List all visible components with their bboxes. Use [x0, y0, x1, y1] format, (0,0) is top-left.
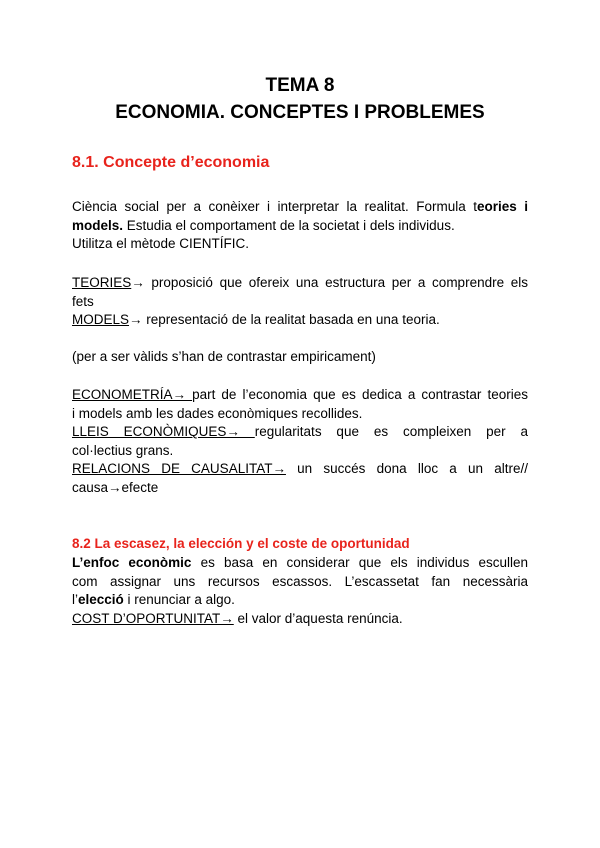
enfoc-text: l’	[72, 592, 78, 607]
lleis-text: regularitats que es compleixen per a	[254, 424, 528, 439]
lleis-continuation: col·lectius grans.	[72, 442, 174, 458]
doc-title-line1: TEMA 8	[265, 75, 335, 96]
teories-line	[72, 274, 528, 293]
relacions-term: RELACIONS DE CAUSALITAT→	[72, 461, 286, 476]
enfoc-line-1	[72, 554, 528, 573]
enfoc-line-2: com assignar uns recursos escassos. L’escassetat fan necessària	[72, 573, 528, 589]
teories-term: TEORIES	[72, 275, 132, 290]
lleis-line	[72, 423, 528, 442]
econometria-term: ECONOMETRÍA→	[72, 387, 193, 402]
validity-note-text: (per a ser vàlids s’han de contrastar empiricament)	[72, 349, 376, 364]
cost-oportunitat-term: COST D’OPORTUNITAT→	[72, 610, 234, 626]
teories-models-paragraph	[72, 274, 528, 330]
econometria-line	[72, 386, 528, 405]
definition-line-2	[72, 217, 528, 236]
econometria-text: part de l’economia que es dedica a contrastar teories	[192, 387, 528, 402]
enfoc-text: i renunciar a algo.	[123, 592, 235, 607]
teories-continuation: fets	[72, 293, 94, 309]
validity-note	[72, 348, 528, 367]
definition-bold-models: models.	[72, 217, 124, 233]
econometria-paragraph	[72, 386, 528, 497]
definition-paragraph	[72, 198, 528, 254]
models-line	[72, 311, 528, 330]
definition-text: Estudia el comportament de la societat i dels individus.	[123, 217, 455, 233]
lleis-term: LLEIS ECONÒMIQUES→	[72, 424, 255, 439]
cost-oportunitat-text: el valor d’aquesta renúncia.	[233, 610, 403, 626]
econometria-continuation: i models amb les dades econòmiques recollides.	[72, 405, 363, 421]
relacions-text: un succés dona lloc a un altre//	[285, 461, 528, 476]
definition-line-1	[72, 198, 528, 217]
relacions-continuation: causa→efecte	[72, 479, 159, 495]
cost-oportunitat-line	[72, 610, 528, 629]
enfoc-bold-eleccio: elecció	[78, 592, 124, 607]
definition-line-3: Utilitza el mètode CIENTÍFIC.	[72, 236, 250, 251]
definition-text: Ciència social per a conèixer i interpretar la realitat. Formula t	[72, 199, 477, 214]
enfoc-bold-term: L’enfoc econòmic	[72, 555, 192, 570]
models-term: MODELS	[72, 312, 130, 327]
enfoc-line-3	[72, 591, 528, 610]
models-text: → representació de la realitat basada en una teoria.	[129, 312, 440, 327]
doc-title-line2: ECONOMIA. CONCEPTES I PROBLEMES	[115, 102, 485, 123]
section2-heading: 8.2 La escasez, la elección y el coste de oportunidad	[72, 536, 410, 551]
teories-text: → proposició que ofereix una estructura per a comprendre els	[131, 275, 528, 290]
enfoc-paragraph	[72, 554, 528, 628]
definition-bold-teories: eories i	[476, 199, 528, 214]
section1-heading: 8.1. Concepte d’economia	[72, 154, 270, 171]
relacions-line	[72, 460, 528, 479]
enfoc-text: es basa en considerar que els individus escullen	[191, 555, 528, 570]
